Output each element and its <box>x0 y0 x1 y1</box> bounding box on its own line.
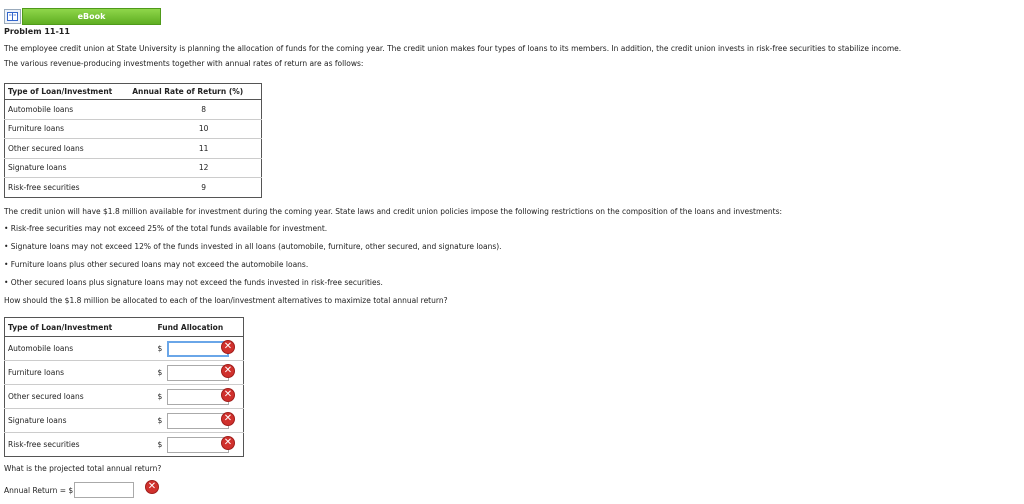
rates-cell-type: Automobile loans <box>5 100 130 120</box>
rates-header-type: Type of Loan/Investment <box>5 84 130 100</box>
risk-free-securities-input[interactable] <box>167 437 229 453</box>
book-icon[interactable] <box>4 9 21 24</box>
other-secured-loans-input[interactable] <box>167 389 229 405</box>
constraint-item: • Furniture loans plus other secured loans may not exceed the automobile loans. <box>4 260 309 269</box>
rates-cell-type: Signature loans <box>5 158 130 178</box>
table-row <box>5 119 262 139</box>
table-row <box>5 361 244 385</box>
incorrect-icon: ✕ <box>145 480 159 494</box>
rates-cell-rate: 12 <box>129 158 261 178</box>
table-row <box>5 385 244 409</box>
currency-symbol: $ <box>157 440 163 449</box>
rates-cell-type: Other secured loans <box>5 139 130 159</box>
table-row <box>5 100 262 120</box>
currency-symbol: $ <box>157 344 163 353</box>
currency-symbol: $ <box>157 368 163 377</box>
ebook-bar <box>4 8 161 25</box>
rates-cell-rate: 9 <box>201 182 206 192</box>
table-row <box>5 409 244 433</box>
rates-cell-type: Furniture loans <box>5 119 130 139</box>
incorrect-icon: ✕ <box>221 436 235 450</box>
constraint-item: • Other secured loans plus signature loans may not exceed the funds invested in risk-free securities. <box>4 278 383 287</box>
allocation-table <box>4 317 244 457</box>
table-row <box>5 139 262 159</box>
intro-line-2: The various revenue-producing investments together with annual rates of return are as follows: <box>4 59 364 68</box>
constraints-intro: The credit union will have $1.8 million available for investment during the coming year. State laws and credit union policies impose the following restrictions on the composition of the loans and investments: <box>4 207 783 216</box>
table-row <box>5 158 262 178</box>
rates-cell-type: Risk-free securities <box>8 182 80 192</box>
constraint-item: • Risk-free securities may not exceed 25% of the total funds available for investment. <box>4 224 328 233</box>
allocation-table-header <box>5 318 244 337</box>
annual-return-question: What is the projected total annual return? <box>4 464 162 473</box>
problem-title: Problem 11-11 <box>4 27 70 36</box>
currency-symbol: $ <box>157 392 163 401</box>
incorrect-icon: ✕ <box>221 340 235 354</box>
intro-line-1: The employee credit union at State University is planning the allocation of funds for the coming year. The credit union makes four types of loans to its members. In addition, the credit union invests in risk-free securities to stabilize income. <box>4 44 902 53</box>
alloc-header-type: Type of Loan/Investment <box>5 318 155 337</box>
automobile-loans-input[interactable] <box>167 341 229 357</box>
table-row <box>5 178 262 198</box>
rates-cell-rate: 11 <box>129 139 261 159</box>
furniture-loans-input[interactable] <box>167 365 229 381</box>
allocation-question: How should the $1.8 million be allocated to each of the loan/investment alternatives to maximize total annual return? <box>4 296 448 305</box>
incorrect-icon: ✕ <box>221 364 235 378</box>
rates-table <box>4 83 262 198</box>
alloc-cell-type: Other secured loans <box>5 385 155 409</box>
alloc-header-allocation: Fund Allocation <box>155 318 244 337</box>
rates-table-header <box>5 84 262 100</box>
rates-cell-rate: 10 <box>129 119 261 139</box>
currency-symbol: $ <box>157 416 163 425</box>
annual-return-row <box>4 482 134 498</box>
alloc-cell-type: Risk-free securities <box>8 440 80 449</box>
incorrect-icon: ✕ <box>221 388 235 402</box>
ebook-button[interactable]: eBook <box>22 8 161 25</box>
alloc-cell-type: Signature loans <box>5 409 155 433</box>
signature-loans-input[interactable] <box>167 413 229 429</box>
rates-cell-rate: 8 <box>129 100 261 120</box>
annual-return-input[interactable] <box>74 482 134 498</box>
annual-return-label: Annual Return = $ <box>4 485 74 495</box>
incorrect-icon: ✕ <box>221 412 235 426</box>
table-row <box>5 433 244 457</box>
constraint-item: • Signature loans may not exceed 12% of the funds invested in all loans (automobile, furniture, other secured, and signature loans). <box>4 242 502 251</box>
alloc-cell-type: Furniture loans <box>5 361 155 385</box>
table-row <box>5 337 244 361</box>
alloc-cell-type: Automobile loans <box>5 337 155 361</box>
rates-header-rate: Annual Rate of Return (%) <box>129 84 261 100</box>
